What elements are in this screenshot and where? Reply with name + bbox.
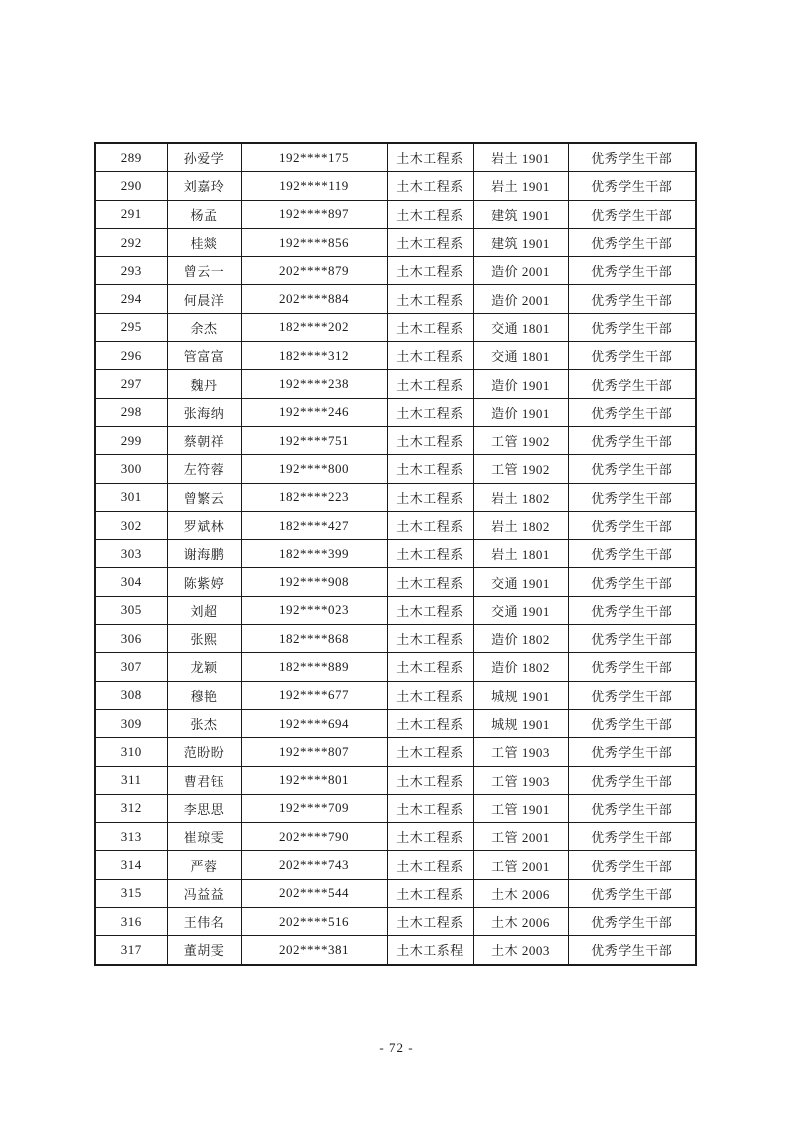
- table-cell: 优秀学生干部: [568, 596, 696, 624]
- table-cell: 谢海鹏: [167, 540, 241, 568]
- table-row: [95, 540, 696, 568]
- table-row: [95, 143, 696, 172]
- table-cell: 优秀学生干部: [568, 625, 696, 653]
- page-number: - 72 -: [379, 1040, 414, 1055]
- award-table: [94, 142, 697, 966]
- table-row: [95, 257, 696, 285]
- table-cell: 182****312: [241, 342, 387, 370]
- table-cell: 张杰: [167, 709, 241, 737]
- table-cell: 工管 1903: [473, 738, 568, 766]
- table-cell: 202****544: [241, 879, 387, 907]
- table-cell: 董胡雯: [167, 936, 241, 965]
- table-cell: 291: [95, 200, 167, 228]
- table-cell: 张熙: [167, 625, 241, 653]
- table-cell: 289: [95, 143, 167, 172]
- table-cell: 317: [95, 936, 167, 965]
- table-cell: 优秀学生干部: [568, 398, 696, 426]
- table-cell: 土木工程系: [387, 540, 473, 568]
- table-cell: 土木工程系: [387, 342, 473, 370]
- table-cell: 308: [95, 681, 167, 709]
- table-cell: 土木工程系: [387, 709, 473, 737]
- table-cell: 300: [95, 455, 167, 483]
- table-cell: 202****790: [241, 823, 387, 851]
- table-cell: 何晨洋: [167, 285, 241, 313]
- table-cell: 工管 1901: [473, 794, 568, 822]
- table-cell: 优秀学生干部: [568, 681, 696, 709]
- table-cell: 192****801: [241, 766, 387, 794]
- table-cell: 192****709: [241, 794, 387, 822]
- table-row: [95, 342, 696, 370]
- table-cell: 182****223: [241, 483, 387, 511]
- table-cell: 城规 1901: [473, 681, 568, 709]
- table-cell: 崔琼雯: [167, 823, 241, 851]
- table-cell: 192****807: [241, 738, 387, 766]
- table-cell: 优秀学生干部: [568, 879, 696, 907]
- table-cell: 优秀学生干部: [568, 568, 696, 596]
- table-cell: 优秀学生干部: [568, 313, 696, 341]
- table-row: [95, 596, 696, 624]
- table-cell: 314: [95, 851, 167, 879]
- table-cell: 土木工程系: [387, 143, 473, 172]
- table-cell: 优秀学生干部: [568, 228, 696, 256]
- table-cell: 316: [95, 908, 167, 936]
- table-cell: 土木工程系: [387, 681, 473, 709]
- table-cell: 工管 2001: [473, 823, 568, 851]
- table-cell: 优秀学生干部: [568, 285, 696, 313]
- table-cell: 冯益益: [167, 879, 241, 907]
- table-cell: 土木工程系: [387, 200, 473, 228]
- table-cell: 优秀学生干部: [568, 426, 696, 454]
- award-table-body: [95, 143, 696, 965]
- table-cell: 刘嘉玲: [167, 172, 241, 200]
- table-cell: 313: [95, 823, 167, 851]
- table-cell: 岩土 1801: [473, 540, 568, 568]
- table-cell: 307: [95, 653, 167, 681]
- table-cell: 土木工系程: [387, 936, 473, 965]
- table-cell: 202****381: [241, 936, 387, 965]
- table-cell: 192****800: [241, 455, 387, 483]
- table-cell: 土木工程系: [387, 172, 473, 200]
- table-cell: 优秀学生干部: [568, 143, 696, 172]
- table-cell: 土木工程系: [387, 285, 473, 313]
- table-cell: 罗斌林: [167, 511, 241, 539]
- table-cell: 岩土 1802: [473, 511, 568, 539]
- table-cell: 299: [95, 426, 167, 454]
- table-cell: 土木工程系: [387, 653, 473, 681]
- table-cell: 土木工程系: [387, 766, 473, 794]
- table-row: [95, 511, 696, 539]
- table-cell: 192****694: [241, 709, 387, 737]
- table-cell: 192****897: [241, 200, 387, 228]
- table-cell: 桂燚: [167, 228, 241, 256]
- table-row: [95, 766, 696, 794]
- table-row: [95, 823, 696, 851]
- table-cell: 优秀学生干部: [568, 172, 696, 200]
- table-cell: 优秀学生干部: [568, 653, 696, 681]
- table-cell: 土木工程系: [387, 794, 473, 822]
- table-cell: 311: [95, 766, 167, 794]
- table-row: [95, 709, 696, 737]
- table-cell: 优秀学生干部: [568, 200, 696, 228]
- table-cell: 优秀学生干部: [568, 766, 696, 794]
- table-cell: 穆艳: [167, 681, 241, 709]
- table-cell: 土木工程系: [387, 511, 473, 539]
- table-cell: 202****879: [241, 257, 387, 285]
- table-cell: 龙颖: [167, 653, 241, 681]
- table-cell: 192****908: [241, 568, 387, 596]
- table-cell: 岩土 1802: [473, 483, 568, 511]
- table-cell: 295: [95, 313, 167, 341]
- table-cell: 309: [95, 709, 167, 737]
- table-row: [95, 228, 696, 256]
- table-row: [95, 285, 696, 313]
- table-cell: 312: [95, 794, 167, 822]
- table-cell: 土木工程系: [387, 738, 473, 766]
- table-cell: 优秀学生干部: [568, 794, 696, 822]
- table-cell: 工管 1903: [473, 766, 568, 794]
- table-row: [95, 738, 696, 766]
- table-cell: 土木工程系: [387, 851, 473, 879]
- table-row: [95, 313, 696, 341]
- table-cell: 蔡朝祥: [167, 426, 241, 454]
- table-cell: 优秀学生干部: [568, 342, 696, 370]
- table-cell: 192****246: [241, 398, 387, 426]
- table-cell: 土木 2003: [473, 936, 568, 965]
- table-cell: 岩土 1901: [473, 172, 568, 200]
- table-row: [95, 879, 696, 907]
- table-row: [95, 370, 696, 398]
- table-cell: 182****427: [241, 511, 387, 539]
- table-cell: 土木工程系: [387, 625, 473, 653]
- table-cell: 左符蓉: [167, 455, 241, 483]
- table-cell: 土木 2006: [473, 908, 568, 936]
- table-cell: 202****743: [241, 851, 387, 879]
- table-cell: 交通 1901: [473, 596, 568, 624]
- table-cell: 优秀学生干部: [568, 936, 696, 965]
- table-cell: 优秀学生干部: [568, 483, 696, 511]
- table-row: [95, 426, 696, 454]
- table-cell: 造价 1901: [473, 398, 568, 426]
- table-cell: 交通 1801: [473, 342, 568, 370]
- table-cell: 工管 1902: [473, 426, 568, 454]
- table-cell: 造价 1901: [473, 370, 568, 398]
- table-cell: 290: [95, 172, 167, 200]
- table-cell: 优秀学生干部: [568, 257, 696, 285]
- table-cell: 优秀学生干部: [568, 823, 696, 851]
- table-row: [95, 653, 696, 681]
- table-cell: 余杰: [167, 313, 241, 341]
- table-cell: 306: [95, 625, 167, 653]
- table-cell: 土木工程系: [387, 313, 473, 341]
- table-cell: 182****202: [241, 313, 387, 341]
- table-cell: 造价 2001: [473, 257, 568, 285]
- table-cell: 工管 2001: [473, 851, 568, 879]
- table-cell: 土木工程系: [387, 370, 473, 398]
- table-cell: 土木工程系: [387, 568, 473, 596]
- table-cell: 曾云一: [167, 257, 241, 285]
- table-cell: 293: [95, 257, 167, 285]
- table-cell: 302: [95, 511, 167, 539]
- table-cell: 192****238: [241, 370, 387, 398]
- table-cell: 202****884: [241, 285, 387, 313]
- table-cell: 岩土 1901: [473, 143, 568, 172]
- table-cell: 304: [95, 568, 167, 596]
- table-cell: 296: [95, 342, 167, 370]
- table-cell: 管富富: [167, 342, 241, 370]
- table-cell: 造价 2001: [473, 285, 568, 313]
- table-cell: 315: [95, 879, 167, 907]
- table-cell: 优秀学生干部: [568, 370, 696, 398]
- table-cell: 李思思: [167, 794, 241, 822]
- table-row: [95, 398, 696, 426]
- table-row: [95, 625, 696, 653]
- table-row: [95, 483, 696, 511]
- table-row: [95, 936, 696, 965]
- table-cell: 303: [95, 540, 167, 568]
- table-cell: 严蓉: [167, 851, 241, 879]
- table-cell: 182****889: [241, 653, 387, 681]
- table-cell: 建筑 1901: [473, 228, 568, 256]
- table-cell: 182****868: [241, 625, 387, 653]
- table-cell: 优秀学生干部: [568, 908, 696, 936]
- table-cell: 土木工程系: [387, 455, 473, 483]
- table-cell: 优秀学生干部: [568, 709, 696, 737]
- table-cell: 土木工程系: [387, 228, 473, 256]
- table-cell: 294: [95, 285, 167, 313]
- table-row: [95, 851, 696, 879]
- table-cell: 202****516: [241, 908, 387, 936]
- table-cell: 182****399: [241, 540, 387, 568]
- table-cell: 192****856: [241, 228, 387, 256]
- table-cell: 192****175: [241, 143, 387, 172]
- table-cell: 土木工程系: [387, 426, 473, 454]
- table-row: [95, 908, 696, 936]
- table-cell: 土木工程系: [387, 398, 473, 426]
- table-cell: 造价 1802: [473, 625, 568, 653]
- table-row: [95, 455, 696, 483]
- table-row: [95, 681, 696, 709]
- table-cell: 刘超: [167, 596, 241, 624]
- table-cell: 优秀学生干部: [568, 455, 696, 483]
- table-cell: 192****119: [241, 172, 387, 200]
- table-cell: 土木工程系: [387, 257, 473, 285]
- table-cell: 工管 1902: [473, 455, 568, 483]
- table-cell: 192****751: [241, 426, 387, 454]
- table-cell: 优秀学生干部: [568, 540, 696, 568]
- table-cell: 王伟名: [167, 908, 241, 936]
- table-cell: 297: [95, 370, 167, 398]
- table-cell: 造价 1802: [473, 653, 568, 681]
- table-cell: 孙爱学: [167, 143, 241, 172]
- table-cell: 192****023: [241, 596, 387, 624]
- table-cell: 曹君钰: [167, 766, 241, 794]
- table-cell: 城规 1901: [473, 709, 568, 737]
- table-cell: 张海纳: [167, 398, 241, 426]
- table-cell: 魏丹: [167, 370, 241, 398]
- table-cell: 交通 1901: [473, 568, 568, 596]
- table-cell: 优秀学生干部: [568, 511, 696, 539]
- table-row: [95, 794, 696, 822]
- table-cell: 292: [95, 228, 167, 256]
- table-cell: 优秀学生干部: [568, 738, 696, 766]
- table-cell: 优秀学生干部: [568, 851, 696, 879]
- table-row: [95, 568, 696, 596]
- table-row: [95, 172, 696, 200]
- table-cell: 曾繁云: [167, 483, 241, 511]
- table-cell: 310: [95, 738, 167, 766]
- table-cell: 交通 1801: [473, 313, 568, 341]
- table-cell: 301: [95, 483, 167, 511]
- table-cell: 建筑 1901: [473, 200, 568, 228]
- table-cell: 土木工程系: [387, 908, 473, 936]
- table-row: [95, 200, 696, 228]
- table-cell: 土木 2006: [473, 879, 568, 907]
- table-cell: 土木工程系: [387, 879, 473, 907]
- table-cell: 范盼盼: [167, 738, 241, 766]
- table-cell: 298: [95, 398, 167, 426]
- table-cell: 192****677: [241, 681, 387, 709]
- table-cell: 305: [95, 596, 167, 624]
- table-cell: 土木工程系: [387, 483, 473, 511]
- table-cell: 杨孟: [167, 200, 241, 228]
- table-cell: 陈紫婷: [167, 568, 241, 596]
- table-cell: 土木工程系: [387, 823, 473, 851]
- table-cell: 土木工程系: [387, 596, 473, 624]
